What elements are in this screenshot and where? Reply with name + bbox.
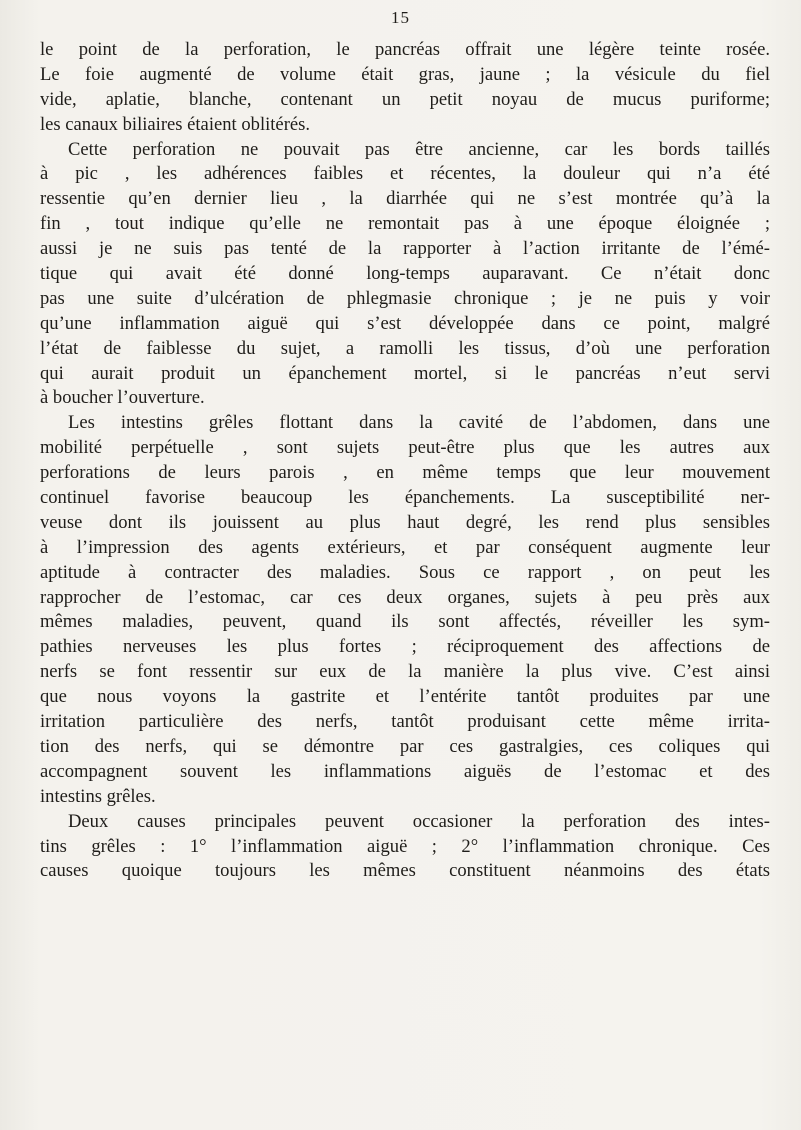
text-line: que nous voyons la gastrite et l’entérite tantôt produites par une bbox=[40, 686, 770, 708]
text-line: tion des nerfs, qui se démontre par ces gastralgies, ces coliques qui bbox=[40, 735, 770, 757]
text-line: aussi je ne suis pas tenté de la rapporter à l’action irritante de l’émé- bbox=[40, 238, 770, 260]
text-line: à pic , les adhérences faibles et récentes, la douleur qui n’a été bbox=[40, 163, 770, 185]
text-line: pas une suite d’ulcération de phlegmasie chronique ; je ne puis y voir bbox=[40, 287, 770, 309]
text-line: accompagnent souvent les inflammations aiguës de l’estomac et des bbox=[40, 760, 770, 782]
text-line: à l’impression des agents extérieurs, et par conséquent augmente leur bbox=[40, 536, 770, 558]
text-line: nerfs se font ressentir sur eux de la manière la plus vive. C’est ainsi bbox=[40, 661, 770, 683]
text-line: perforations de leurs parois , en même temps que leur mouvement bbox=[40, 462, 770, 484]
text-line: tins grêles : 1° l’inflammation aiguë ; 2° l’inflammation chronique. Ces bbox=[40, 835, 770, 857]
paragraph-start-line: Cette perforation ne pouvait pas être ancienne, car les bords taillés bbox=[68, 138, 770, 160]
text-line: rapprocher de l’estomac, car ces deux organes, sujets à peu près aux bbox=[40, 586, 770, 608]
text-line: fin , tout indique qu’elle ne remontait pas à une époque éloignée ; bbox=[40, 213, 770, 235]
body-text bbox=[40, 38, 770, 884]
paragraph-start-line: Deux causes principales peuvent occasioner la perforation des intes- bbox=[68, 810, 770, 832]
paragraph-start-line: Les intestins grêles flottant dans la cavité de l’abdomen, dans une bbox=[68, 412, 770, 434]
text-line: vide, aplatie, blanche, contenant un petit noyau de mucus puriforme; bbox=[40, 88, 770, 110]
text-line: le point de la perforation, le pancréas offrait une légère teinte rosée. bbox=[40, 39, 770, 60]
text-line: continuel favorise beaucoup les épanchements. La susceptibilité ner- bbox=[40, 487, 770, 509]
text-line: Le foie augmenté de volume était gras, jaune ; la vésicule du fiel bbox=[40, 63, 770, 85]
text-line: aptitude à contracter des maladies. Sous ce rapport , on peut les bbox=[40, 561, 770, 583]
text-line: pathies nerveuses les plus fortes ; réciproquement des affections de bbox=[40, 636, 770, 658]
text-line: à boucher l’ouverture. bbox=[40, 387, 205, 409]
text-line: mêmes maladies, peuvent, quand ils sont affectés, réveiller les sym- bbox=[40, 611, 770, 633]
text-line: tique qui avait été donné long-temps auparavant. Ce n’était donc bbox=[40, 263, 770, 285]
text-line: intestins grêles. bbox=[40, 785, 156, 807]
text-line: irritation particulière des nerfs, tantôt produisant cette même irrita- bbox=[40, 711, 770, 733]
text-line: veuse dont ils jouissent au plus haut degré, les rend plus sensibles bbox=[40, 511, 770, 533]
text-line: qu’une inflammation aiguë qui s’est développée dans ce point, malgré bbox=[40, 312, 770, 334]
page-number: 15 bbox=[391, 8, 410, 27]
text-line: causes quoique toujours les mêmes constituent néanmoins des états bbox=[40, 860, 770, 882]
text-line: les canaux biliaires étaient oblitérés. bbox=[40, 113, 311, 135]
text-line: ressentie qu’en dernier lieu , la diarrhée qui ne s’est montrée qu’à la bbox=[40, 188, 770, 210]
text-line: l’état de faiblesse du sujet, a ramolli les tissus, d’où une perforation bbox=[40, 337, 770, 359]
text-line: qui aurait produit un épanchement mortel, si le pancréas n’eut servi bbox=[40, 362, 770, 384]
text-line: mobilité perpétuelle , sont sujets peut-être plus que les autres aux bbox=[40, 437, 770, 459]
